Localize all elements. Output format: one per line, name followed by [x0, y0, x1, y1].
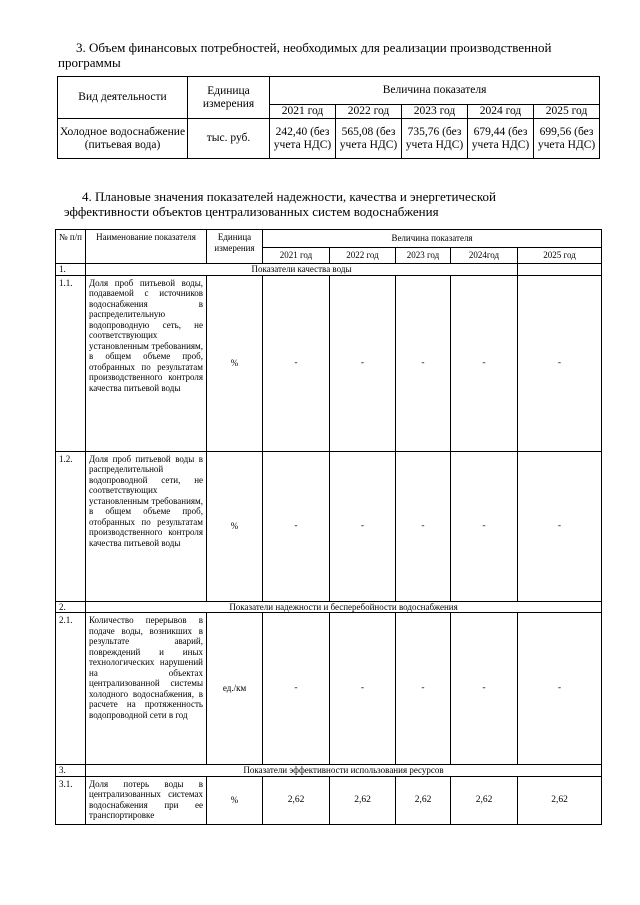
col-value-header: Величина показателя [270, 77, 600, 105]
unit-cell: % [207, 776, 263, 824]
table-row [58, 119, 600, 159]
unit-cell: % [207, 451, 263, 601]
value-cell: 699,56 (без учета НДС) [534, 119, 600, 159]
col-num-header: № п/п [56, 230, 86, 264]
value-cell: - [518, 613, 602, 765]
indicator-name: Доля проб питьевой воды в распределительной водопроводной сети, не соответствующих установленным требованиям, в общем объеме проб, отобранных по результатам производственного контроля качества питьевой воды [86, 451, 207, 601]
year-header: 2024 год [468, 105, 534, 119]
group-num: 3. [56, 765, 86, 777]
year-header: 2024год [451, 248, 518, 264]
year-header: 2023 год [402, 105, 468, 119]
value-cell: 565,08 (без учета НДС) [336, 119, 402, 159]
value-cell: - [396, 613, 451, 765]
row-num: 1.2. [56, 451, 86, 601]
unit-cell: % [207, 275, 263, 451]
value-cell: - [518, 275, 602, 451]
col-name-header: Наименование показателя [86, 230, 207, 264]
group-num: 1. [56, 264, 86, 276]
value-cell: - [451, 275, 518, 451]
value-cell: - [518, 451, 602, 601]
section-row [56, 264, 602, 276]
value-cell: - [330, 613, 396, 765]
value-cell: - [263, 613, 330, 765]
section-row [56, 601, 602, 613]
value-cell: 242,40 (без учета НДС) [270, 119, 336, 159]
value-cell: - [396, 451, 451, 601]
col-unit-header: Единица измерения [207, 230, 263, 264]
financial-needs-table [57, 76, 600, 159]
value-cell: 2,62 [396, 776, 451, 824]
indicator-name: Доля проб питьевой воды, подаваемой с источников водоснабжения в распределительную водопроводную сеть, не соответствующих установленным требованиям, в общем объеме проб, отобранных по результатам производственного контроля качества питьевой воды [86, 275, 207, 451]
section-row [56, 765, 602, 777]
row-num: 2.1. [56, 613, 86, 765]
year-header: 2021 год [263, 248, 330, 264]
value-cell: 2,62 [518, 776, 602, 824]
group-title: Показатели качества воды [86, 264, 518, 276]
value-cell: 2,62 [451, 776, 518, 824]
year-header: 2025 год [534, 105, 600, 119]
year-header: 2022 год [330, 248, 396, 264]
value-cell: - [263, 451, 330, 601]
year-header: 2025 год [518, 248, 602, 264]
value-cell: - [451, 451, 518, 601]
unit-cell: тыс. руб. [188, 119, 270, 159]
unit-cell: ед./км [207, 613, 263, 765]
value-cell: - [263, 275, 330, 451]
year-header: 2022 год [336, 105, 402, 119]
value-cell: 2,62 [330, 776, 396, 824]
col-value-header: Величина показателя [263, 230, 602, 248]
row-num: 1.1. [56, 275, 86, 451]
activity-cell: Холодное водоснабжение (питьевая вода) [58, 119, 188, 159]
reliability-indicators-table [55, 229, 602, 825]
year-header: 2021 год [270, 105, 336, 119]
empty-cell [518, 264, 602, 276]
col-unit-header: Единица измерения [188, 77, 270, 119]
year-header: 2023 год [396, 248, 451, 264]
row-num: 3.1. [56, 776, 86, 824]
group-title: Показатели надежности и бесперебойности водоснабжения [86, 601, 602, 613]
value-cell: - [451, 613, 518, 765]
table-row [56, 776, 602, 824]
indicator-name: Количество перерывов в подаче воды, возникших в результате аварий, повреждений и иных технологических нарушений на объектах централизованной системы холодного водоснабжения, в расчете на протяженность водопроводной сети в год [86, 613, 207, 765]
table-row [56, 275, 602, 451]
value-cell: - [396, 275, 451, 451]
value-cell: 679,44 (без учета НДС) [468, 119, 534, 159]
col-activity-header: Вид деятельности [58, 77, 188, 119]
section-3-heading: 3. Объем финансовых потребностей, необходимых для реализации производственной программы [58, 40, 552, 70]
group-title: Показатели эффективности использования ресурсов [86, 765, 602, 777]
table-row [56, 451, 602, 601]
value-cell: - [330, 451, 396, 601]
table-row [56, 613, 602, 765]
value-cell: 2,62 [263, 776, 330, 824]
value-cell: 735,76 (без учета НДС) [402, 119, 468, 159]
group-num: 2. [56, 601, 86, 613]
value-cell: - [330, 275, 396, 451]
indicator-name: Доля потерь воды в централизованных системах водоснабжения при ее транспортировке [86, 776, 207, 824]
section-4-heading: 4. Плановые значения показателей надежности, качества и энергетической эффективности объектов централизованных систем водоснабжения [64, 189, 496, 219]
